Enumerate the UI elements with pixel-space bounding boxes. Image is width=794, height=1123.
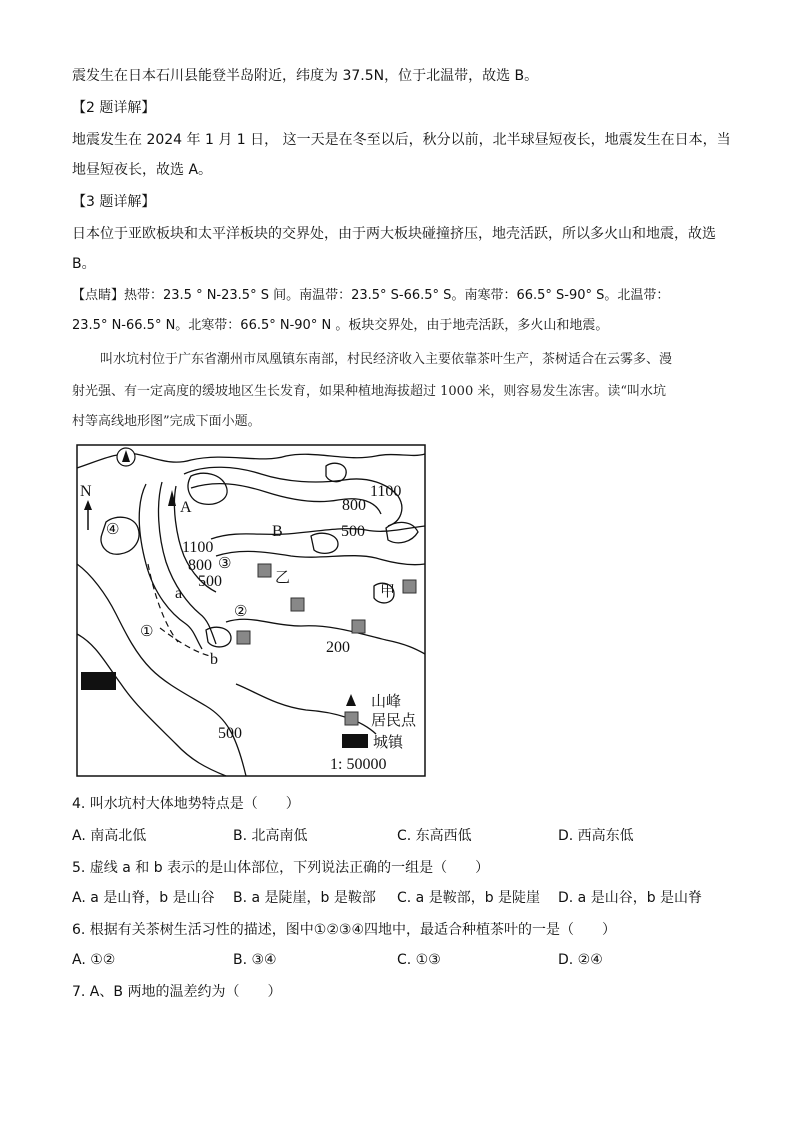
map-scale: 1: 50000: [330, 756, 387, 773]
contour-label: 1100: [182, 539, 214, 556]
point-label-a: a: [175, 585, 183, 602]
q4-option-b[interactable]: B. 北高南低: [233, 828, 308, 844]
q4-option-d[interactable]: D. 西高东低: [558, 828, 634, 844]
north-label: N: [80, 483, 92, 500]
answer-text-line: 地震发生在 2024 年 1 月 1 日， 这一天是在冬至以后，秋分以前，北半球昼短夜长，地震发生在日本，当: [72, 132, 731, 148]
legend-peak-label: 山峰: [371, 692, 402, 710]
site-label-2: ②: [234, 602, 248, 620]
legend-town-label: 城镇: [373, 733, 404, 751]
answer-text-line: 震发生在日本石川县能登半岛附近，纬度为 37.5N，位于北温带，故选 B。: [72, 68, 539, 84]
q5-option-b[interactable]: B. a 是陡崖，b 是鞍部: [233, 890, 376, 906]
q5-option-c[interactable]: C. a 是鞍部，b 是陡崖: [397, 890, 541, 906]
settlement-marker: [291, 598, 304, 611]
q6-option-c[interactable]: C. ①③: [397, 952, 441, 968]
point-label-b: b: [210, 651, 218, 668]
point-label-yi: 乙: [275, 568, 291, 586]
section-heading-q3: 【3 题详解】: [72, 194, 156, 210]
site-label-1: ①: [140, 622, 154, 640]
q4-option-c[interactable]: C. 东高西低: [397, 828, 472, 844]
question-6-stem: 6. 根据有关茶树生活习性的描述，图中①②③④四地中，最适合种植茶叶的一是（ ）: [72, 922, 617, 938]
contour-label: 200: [326, 639, 350, 656]
section-heading-q2: 【2 题详解】: [72, 100, 156, 116]
settlement-marker: [352, 620, 365, 633]
q6-option-b[interactable]: B. ③④: [233, 952, 277, 968]
q5-option-d[interactable]: D. a 是山谷，b 是山脊: [558, 890, 703, 906]
settlement-marker: [258, 564, 271, 577]
legend-settlement-label: 居民点: [371, 711, 417, 729]
point-label-A: A: [180, 499, 192, 516]
q5-option-a[interactable]: A. a 是山脊，b 是山谷: [72, 890, 215, 906]
q6-option-a[interactable]: A. ①②: [72, 952, 116, 968]
question-7-stem: 7. A、B 两地的温差约为（ ）: [72, 984, 282, 1000]
contour-label: 500: [341, 523, 365, 540]
point-label-B: B: [272, 523, 283, 540]
q4-option-a[interactable]: A. 南高北低: [72, 828, 147, 844]
site-label-3: ③: [218, 554, 232, 572]
answer-text-line: 日本位于亚欧板块和太平洋板块的交界处，由于两大板块碰撞挤压，地壳活跃，所以多火山和地震，故选: [72, 226, 716, 242]
question-5-stem: 5. 虚线 a 和 b 表示的是山体部位，下列说法正确的一组是（ ）: [72, 860, 490, 876]
site-label-4: ④: [106, 520, 120, 538]
q6-option-d[interactable]: D. ②④: [558, 952, 603, 968]
town-marker: [81, 672, 116, 690]
key-point-line: 【点睛】热带：23.5 ° N-23.5° S 间。南温带：23.5° S-66.5° S。南寒带：66.5° S-90° S。北温带：: [72, 288, 670, 303]
contour-label: 500: [198, 573, 222, 590]
legend-town-icon: [342, 734, 368, 748]
answer-text-line: 地昼短夜长，故选 A。: [72, 162, 213, 178]
point-label-jia: 甲: [380, 582, 396, 600]
passage-line: 叫水坑村位于广东省潮州市凤凰镇东南部，村民经济收入主要依靠茶叶生产，茶树适合在云雾多、漫: [100, 352, 673, 367]
contour-label: 1100: [370, 483, 402, 500]
passage-line: 村等高线地形图”完成下面小题。: [72, 414, 261, 429]
contour-label: 500: [218, 725, 242, 742]
settlement-marker: [403, 580, 416, 593]
question-4-stem: 4. 叫水坑村大体地势特点是（ ）: [72, 796, 300, 812]
settlement-marker: [237, 631, 250, 644]
contour-label: 800: [188, 557, 212, 574]
key-point-line: 23.5° N-66.5° N。北寒带：66.5° N-90° N 。板块交界处，由于地壳活跃，多火山和地震。: [72, 318, 609, 333]
legend-settlement-icon: [345, 712, 358, 725]
passage-line: 射光强、有一定高度的缓坡地区生长发育，如果种植地海拔超过 1000 米，则容易发生冻害。读“叫水坑: [72, 384, 666, 399]
contour-map: [76, 444, 426, 778]
contour-label: 800: [342, 497, 366, 514]
answer-text-line: B。: [72, 256, 96, 272]
